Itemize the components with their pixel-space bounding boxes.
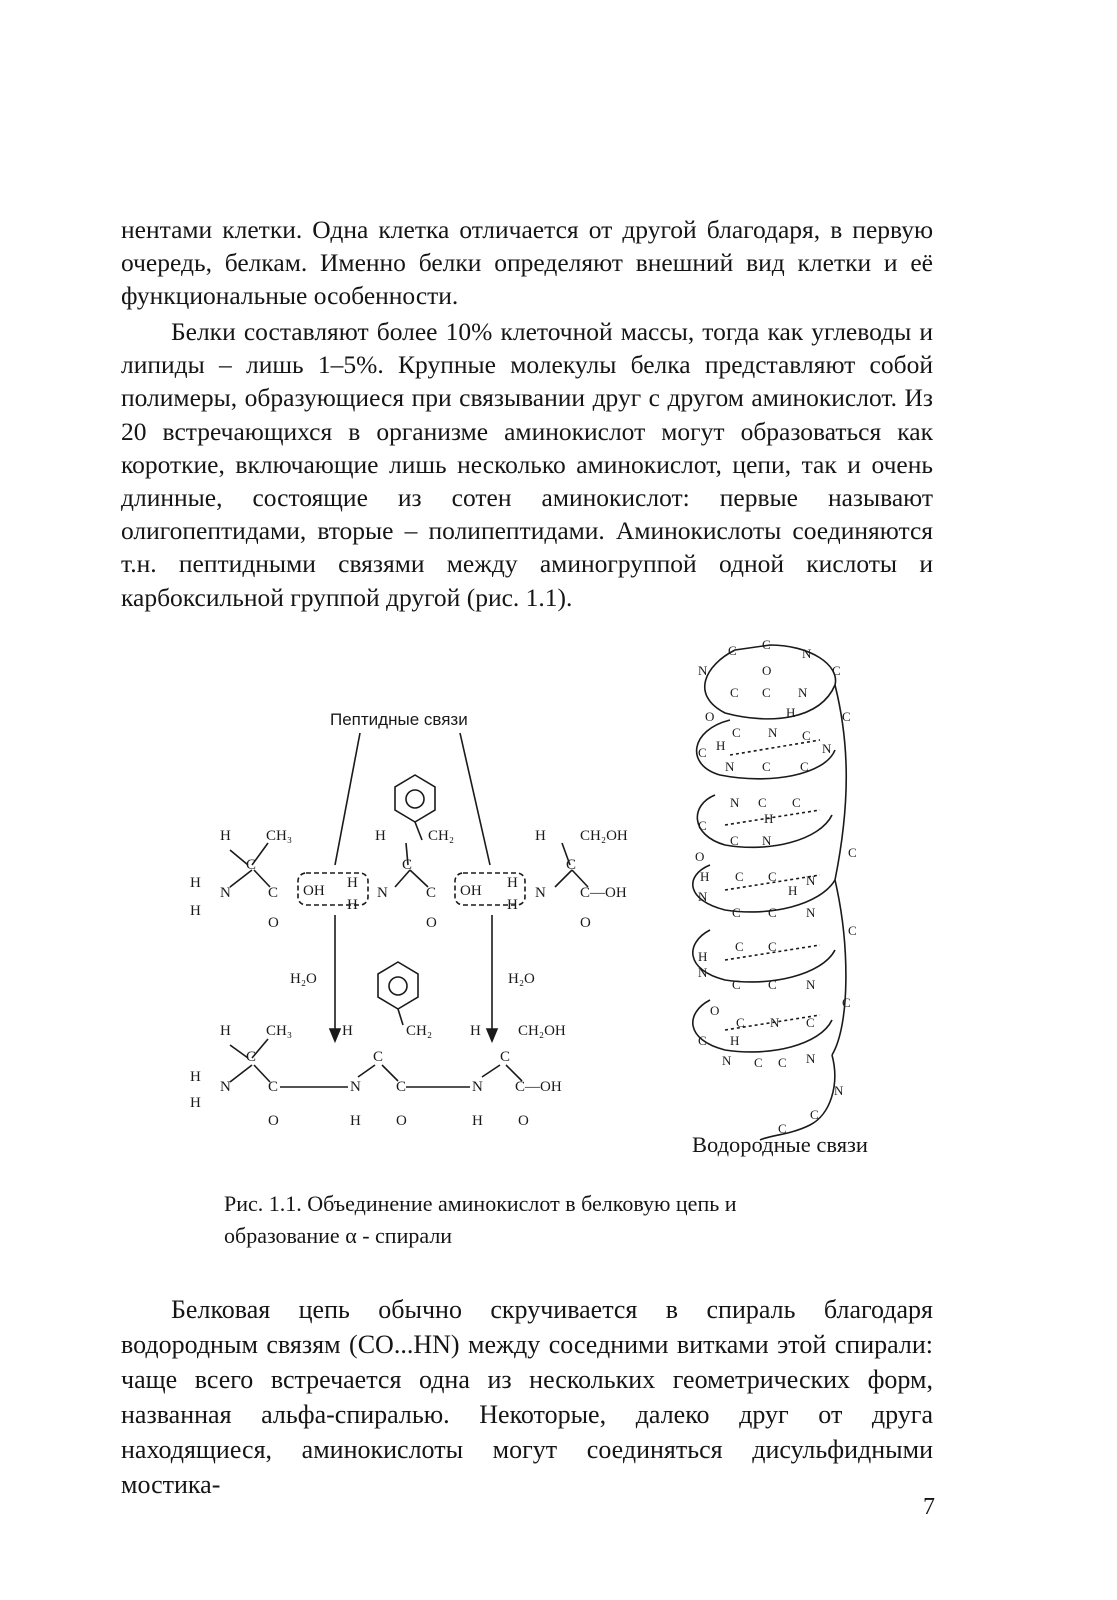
helix-H-4: H	[700, 869, 710, 884]
helix-C-24: C	[732, 977, 741, 992]
chem-H-3: H	[190, 903, 201, 919]
figure-caption	[224, 1188, 924, 1252]
helix-H-6: H	[698, 949, 708, 964]
helix-C-29: C	[698, 1033, 707, 1048]
helix-N-5: N	[822, 741, 832, 756]
helix-N-9: N	[806, 873, 816, 888]
helix-N-10: N	[698, 889, 708, 904]
helix-C-15: C	[730, 833, 739, 848]
chem-C-7: C	[268, 1079, 279, 1095]
chem-COH-1: C—OH	[580, 885, 627, 901]
chem-H-9: H	[535, 828, 546, 844]
helix-N-2: N	[698, 663, 708, 678]
chem-O-3: O	[580, 915, 591, 931]
peptide-bonds-label: Пептидные связи	[330, 710, 468, 729]
helix-N-13: N	[806, 977, 816, 992]
chem-C-1: C	[246, 857, 257, 873]
chem-H-8: H	[507, 897, 518, 913]
chem-O-5: O	[396, 1113, 407, 1129]
helix-C-21: C	[848, 923, 857, 938]
helix-N-3: N	[798, 685, 808, 700]
figure-1-1	[170, 625, 930, 1170]
helix-O-3: O	[695, 849, 705, 864]
chem-CH2OH-1: CH₂OH	[580, 828, 628, 844]
helix-N-15: N	[722, 1053, 732, 1068]
chem-CH3-2: CH₃	[266, 1023, 293, 1039]
helix-N-6: N	[725, 759, 735, 774]
chem-C-3: C	[402, 857, 413, 873]
chem-C-4: C	[426, 885, 437, 901]
caption-line-2: образование α - спирали	[224, 1223, 453, 1248]
chem-N-2: N	[377, 885, 388, 901]
helix-C-33: C	[778, 1121, 787, 1136]
chem-H-15: H	[472, 1113, 483, 1129]
chem-CH2-1: CH₂	[428, 828, 455, 844]
chem-H-13: H	[350, 1113, 361, 1129]
helix-N-17: N	[834, 1083, 844, 1098]
chem-H-16: H	[470, 1023, 481, 1039]
chem-N-6: N	[472, 1079, 483, 1095]
chem-N-4: N	[220, 1079, 231, 1095]
chem-C-8: C	[373, 1049, 384, 1065]
chem-H-12: H	[190, 1095, 201, 1111]
chem-C-10: C	[500, 1049, 511, 1065]
helix-C-12: C	[758, 795, 767, 810]
chem-N-5: N	[350, 1079, 361, 1095]
chem-H-4: H	[347, 875, 358, 891]
helix-C-30: C	[754, 1055, 763, 1070]
helix-N-7: N	[730, 795, 740, 810]
helix-C-9: C	[698, 745, 707, 760]
paragraph-1: нентами клетки. Одна клетка отличается от другой благодаря, в первую очередь, белкам. Именно белки определяют внешний вид клетки и её функциональные особенности.	[121, 215, 933, 311]
chem-N-1: N	[220, 885, 231, 901]
helix-C-28: C	[806, 1015, 815, 1030]
helix-N-4: N	[768, 725, 778, 740]
helix-C-20: C	[768, 905, 777, 920]
helix-O-1: O	[762, 663, 772, 678]
chem-CH2-2: CH₂	[406, 1023, 433, 1039]
helix-C-23: C	[768, 939, 777, 954]
helix-C-19: C	[732, 905, 741, 920]
helix-N-14: N	[770, 1015, 780, 1030]
chem-C-5: C	[566, 857, 577, 873]
helix-C-2: C	[762, 637, 771, 652]
chem-H-1: H	[220, 828, 231, 844]
chem-N-3: N	[535, 885, 546, 901]
chem-H2O-1: H₂O	[290, 971, 317, 987]
paragraph-3: Белковая цепь обычно скручивается в спираль благодаря водородным связям (CO...HN) между соседними витками этой спирали: чаще всего встречается одна из нескольких геометрических форм, названная альфа-спиралью. Некоторые, далеко друг от друга находящиеся, аминокислоты могут соединяться дисульфидными мостика-	[121, 1295, 933, 1499]
chem-O-2: O	[426, 915, 437, 931]
helix-H-7: H	[730, 1033, 740, 1048]
figure-drawing	[170, 625, 930, 1170]
helix-C-5: C	[762, 685, 771, 700]
chem-H-2: H	[190, 875, 201, 891]
chem-H-11: H	[190, 1069, 201, 1085]
helix-C-7: C	[732, 725, 741, 740]
helix-C-27: C	[736, 1015, 745, 1030]
helix-C-11: C	[800, 759, 809, 774]
chem-OH-1: OH	[303, 883, 325, 899]
helix-N-8: N	[762, 833, 772, 848]
chem-H-6: H	[375, 828, 386, 844]
helix-C-17: C	[735, 869, 744, 884]
helix-C-31: C	[778, 1055, 787, 1070]
helix-C-26: C	[842, 995, 851, 1010]
helix-O-4: O	[710, 1003, 720, 1018]
helix-C-32: C	[810, 1107, 819, 1122]
chem-C-2: C	[268, 885, 279, 901]
chem-H-7: H	[507, 875, 518, 891]
helix-C-22: C	[735, 939, 744, 954]
helix-N-16: N	[806, 1051, 816, 1066]
helix-C-1: C	[728, 643, 737, 658]
chem-H-5: H	[347, 897, 358, 913]
chem-H-10: H	[220, 1023, 231, 1039]
helix-O-2: O	[705, 709, 715, 724]
caption-line-1: Рис. 1.1. Объединение аминокислот в белковую цепь и	[224, 1191, 737, 1216]
helix-H-2: H	[716, 738, 726, 753]
chem-C-6: C	[246, 1049, 257, 1065]
chem-C-9: C	[396, 1079, 407, 1095]
helix-C-18: C	[768, 869, 777, 884]
helix-C-6: C	[842, 709, 851, 724]
helix-N-12: N	[698, 965, 708, 980]
helix-C-8: C	[802, 728, 811, 743]
paragraph-2: Белки составляют более 10% клеточной массы, тогда как углеводы и липиды – лишь 1–5%. Крупные молекулы белка представляют собой полимеры, образующиеся при связывании друг с другом аминокислот. Из 20 встречающихся в организме аминокислот могут образоваться как короткие, включающие лишь несколько аминокислот, цепи, так и очень длинные, состоящие из сотен аминокислот: первые называют олигопептидами, вторые – полипептидами. Аминокислоты соединяются т.н. пептидными связями между аминогруппой одной кислоты и карбоксильной группой другой (рис. 1.1).	[121, 317, 933, 612]
helix-H-3: H	[764, 811, 774, 826]
chem-COH-2: C—OH	[515, 1079, 562, 1095]
helix-C-10: C	[762, 759, 771, 774]
helix-C-3: C	[832, 663, 841, 678]
helix-N-11: N	[806, 905, 816, 920]
chem-H-14: H	[342, 1023, 353, 1039]
helix-H-1: H	[786, 705, 796, 720]
hydrogen-bonds-label: Водородные связи	[692, 1132, 868, 1157]
helix-C-25: C	[768, 977, 777, 992]
chem-CH2OH-2: CH₂OH	[518, 1023, 566, 1039]
helix-C-4: C	[730, 685, 739, 700]
page-number: 7	[923, 1494, 935, 1520]
chem-CH3-1: CH₃	[266, 828, 293, 844]
helix-C-14: C	[698, 818, 707, 833]
chem-O-4: O	[268, 1113, 279, 1129]
helix-N-1: N	[802, 646, 812, 661]
chem-O-1: O	[268, 915, 279, 931]
helix-C-13: C	[792, 795, 801, 810]
chem-OH-2: OH	[460, 883, 482, 899]
helix-H-5: H	[788, 883, 798, 898]
chem-H2O-2: H₂O	[508, 971, 535, 987]
helix-C-16: C	[848, 845, 857, 860]
chem-O-6: O	[518, 1113, 529, 1129]
